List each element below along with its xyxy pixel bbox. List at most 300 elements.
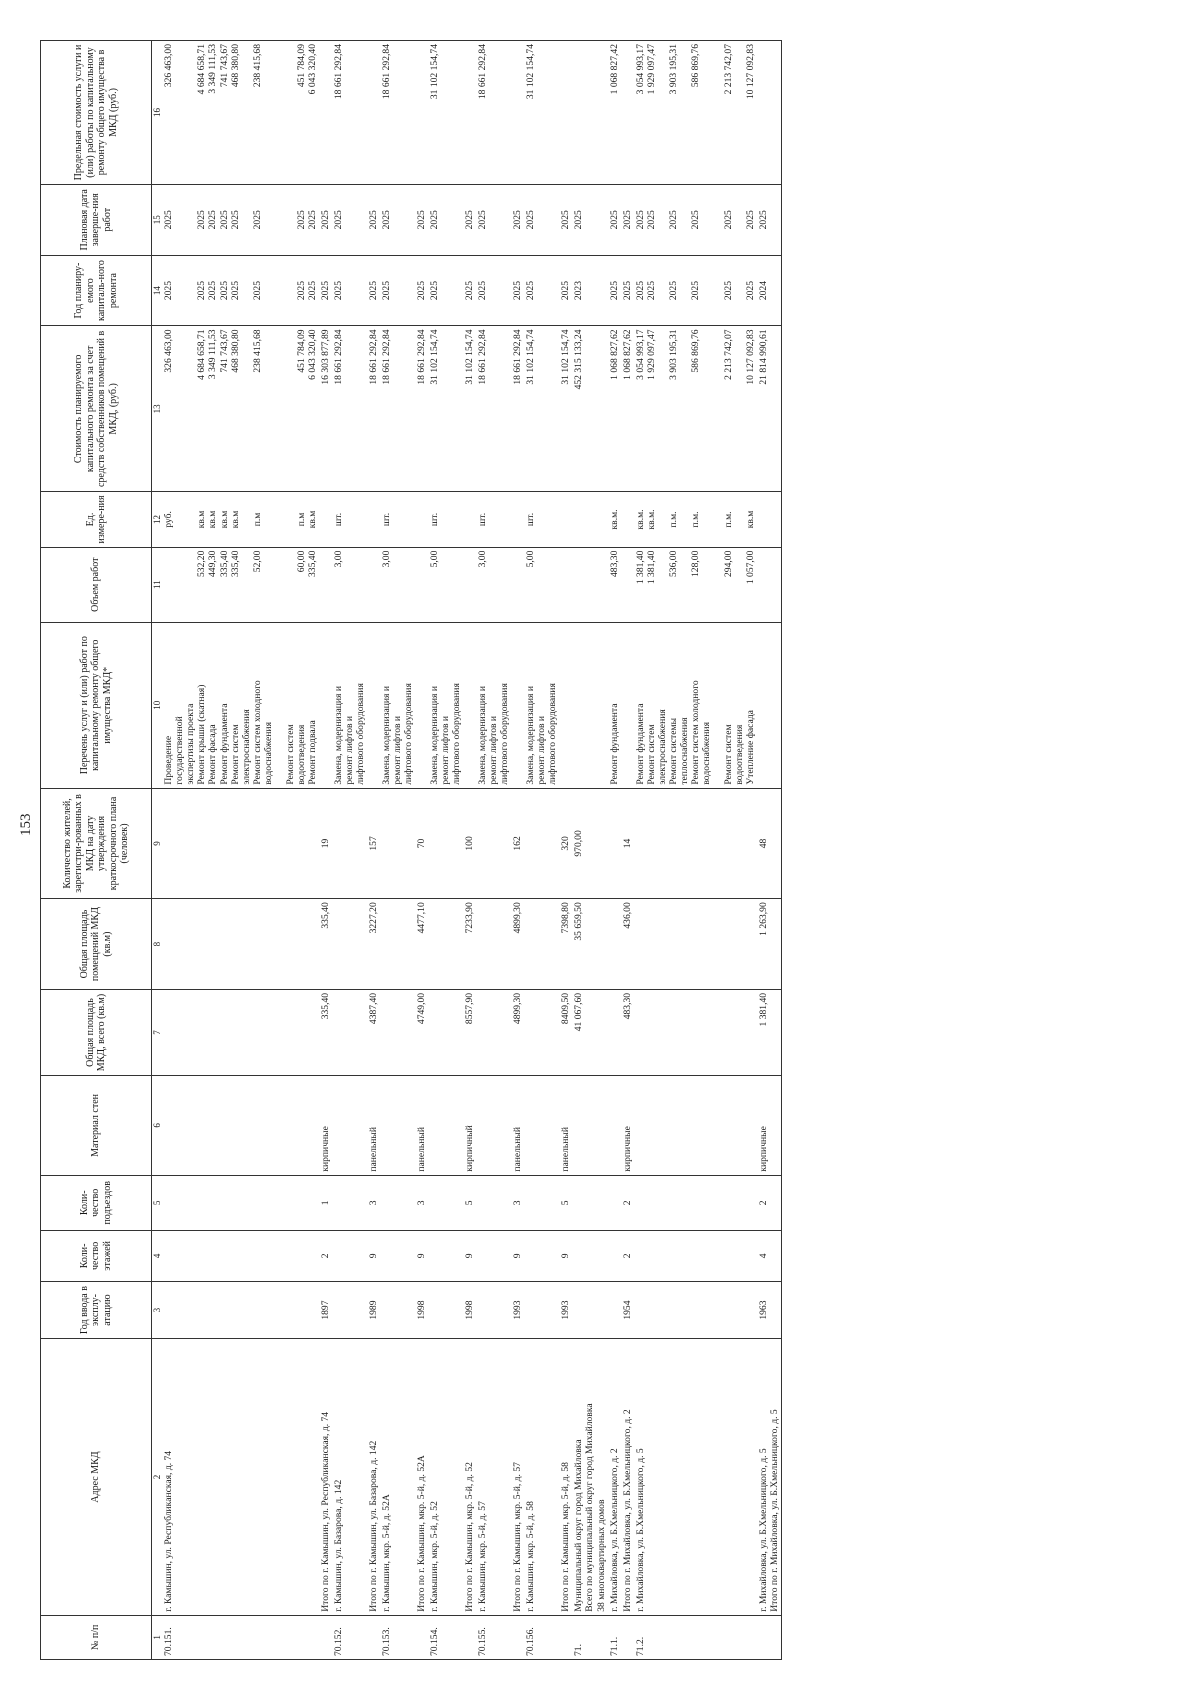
table-cell	[332, 1175, 367, 1230]
table-cell	[415, 326, 428, 492]
table-cell: 70.151.	[162, 1615, 318, 1659]
table-cell	[415, 184, 428, 255]
cell-line: 18 661 292,84	[477, 44, 489, 100]
table-cell: 9	[511, 1230, 524, 1281]
column-header: Стоимость планируемого капитального ремонта за счет средств собственников помещений в МКД, (руб.)	[41, 326, 152, 492]
table-cell	[559, 547, 572, 622]
cell-line: 2025	[207, 280, 219, 301]
cell-line: 10 127 092,83	[744, 44, 756, 100]
table-cell	[380, 788, 415, 899]
table-cell	[559, 184, 572, 255]
table-cell	[757, 184, 782, 255]
column-header: Общая площадь МКД, всего (кв.м)	[41, 989, 152, 1075]
cell-line	[174, 44, 185, 181]
cell-line: 2025	[560, 280, 572, 301]
table-cell	[476, 1076, 511, 1176]
cell-line: 2025	[229, 210, 241, 230]
column-number: 2	[152, 1339, 163, 1615]
table-cell	[608, 547, 621, 622]
cell-line	[701, 188, 712, 252]
table-cell: 1989	[367, 1281, 380, 1339]
table-cell	[524, 1230, 559, 1281]
cell-line: 2025	[560, 210, 572, 230]
cell-line: 2025	[218, 210, 230, 230]
cell-line	[573, 626, 584, 785]
table-cell	[524, 1339, 559, 1615]
cell-line: Ремонт систем холодного	[689, 680, 701, 785]
cell-line: 2025	[512, 210, 524, 230]
cell-line: 31 102 154,74	[464, 329, 476, 385]
table-cell: 9	[367, 1230, 380, 1281]
table-row	[463, 41, 476, 1660]
table-cell	[608, 788, 621, 899]
capital-repair-table	[40, 40, 782, 1660]
column-number: 11	[152, 547, 163, 622]
cell-line	[464, 44, 475, 181]
table-cell: панельный	[415, 1076, 428, 1176]
table-cell	[559, 492, 572, 547]
table-cell	[428, 1175, 463, 1230]
cell-line: 1 068 827,42	[608, 44, 620, 95]
table-cell	[511, 326, 524, 492]
cell-line	[368, 495, 379, 543]
cell-line: Итого по г. Камышин, мкр. 5-й, д. 57	[512, 1462, 524, 1612]
cell-line: 2025	[477, 280, 489, 301]
table-cell	[757, 1615, 782, 1659]
cell-line	[285, 495, 296, 543]
cell-line: 10 127 092,83	[744, 329, 756, 385]
cell-line: 38 многоквартирных домов	[595, 1499, 607, 1612]
table-cell	[757, 41, 782, 185]
rotated-table-stage	[40, 40, 1150, 1660]
cell-line	[274, 44, 285, 181]
table-cell: кирпичные	[757, 1076, 782, 1176]
table-cell	[428, 41, 463, 185]
cell-line: Ремонт фундамента	[634, 703, 646, 785]
table-cell	[415, 492, 428, 547]
cell-line	[320, 44, 331, 181]
table-cell: 5	[463, 1175, 476, 1230]
cell-line: 2025	[464, 280, 476, 301]
table-cell	[559, 41, 572, 185]
table-cell	[428, 788, 463, 899]
cell-line: 2025	[207, 210, 219, 230]
table-cell	[559, 326, 572, 492]
table-cell	[332, 899, 367, 990]
cell-line: шт.	[525, 512, 537, 527]
table-cell	[463, 255, 476, 326]
cell-line: 2025	[645, 280, 657, 301]
cell-line: электроснабжения	[240, 709, 252, 785]
table-cell	[634, 1076, 757, 1176]
table-cell	[162, 1076, 318, 1176]
cell-line: 2025	[608, 280, 620, 301]
cell-line: Замена, модернизация и	[525, 686, 537, 785]
cell-line: водоотведения	[295, 724, 307, 785]
table-cell: 8409,50	[559, 989, 572, 1075]
table-cell	[162, 788, 318, 899]
cell-line: 6 043 320,40	[306, 44, 318, 95]
table-cell: 970,00	[572, 788, 607, 899]
table-cell: 70.156.	[524, 1615, 559, 1659]
table-cell	[511, 41, 524, 185]
cell-line: 1 381,40	[645, 550, 657, 585]
table-cell	[524, 1076, 559, 1176]
table-row	[367, 41, 380, 1660]
table-cell	[380, 1230, 415, 1281]
column-number: 10	[152, 622, 163, 788]
table-cell	[162, 547, 318, 622]
cell-line: г. Камышин, мкр. 5-й, д. 52А	[380, 1494, 392, 1612]
table-cell	[608, 1230, 621, 1281]
table-cell	[319, 1339, 332, 1615]
table-cell	[572, 326, 607, 492]
column-number: 6	[152, 1076, 163, 1176]
table-cell	[634, 41, 757, 185]
cell-line: 4 684 658,71	[196, 44, 208, 95]
cell-line: 2025	[295, 280, 307, 301]
cell-line: кв.м.	[645, 509, 657, 530]
column-header: Объем работ	[41, 547, 152, 622]
cell-line	[464, 551, 475, 619]
table-cell	[162, 989, 318, 1075]
cell-line	[241, 329, 252, 488]
table-cell	[380, 899, 415, 990]
table-cell	[380, 1076, 415, 1176]
cell-line: 128,00	[689, 550, 701, 577]
cell-line: 586 869,76	[689, 44, 701, 88]
column-header: Год ввода в эксплу-атацию	[41, 1281, 152, 1339]
table-cell	[757, 492, 782, 547]
cell-line	[185, 329, 196, 488]
table-cell: 71.	[572, 1615, 607, 1659]
table-cell	[162, 1281, 318, 1339]
table-cell: 100	[463, 788, 476, 899]
cell-line: 60,00	[295, 550, 307, 573]
cell-line	[241, 551, 252, 619]
table-cell	[428, 622, 463, 788]
table-cell	[415, 547, 428, 622]
table-cell	[511, 255, 524, 326]
table-cell	[428, 1076, 463, 1176]
cell-line: 3,00	[380, 550, 392, 568]
cell-line: 2025	[380, 210, 392, 230]
cell-line: 18 661 292,84	[512, 329, 524, 385]
table-cell	[608, 41, 621, 185]
cell-line: п.м.	[667, 511, 679, 528]
cell-line: 6 043 320,40	[306, 329, 318, 380]
table-cell: 2	[621, 1175, 634, 1230]
cell-line	[679, 495, 690, 543]
cell-line: 2025	[573, 210, 585, 230]
cell-line: п.м	[251, 512, 263, 527]
table-cell	[572, 184, 607, 255]
table-cell	[634, 899, 757, 990]
cell-line: 2025	[722, 210, 734, 230]
cell-line: 16 303 877,89	[319, 329, 331, 385]
table-cell: 2	[757, 1175, 782, 1230]
cell-line	[573, 495, 584, 543]
cell-line	[263, 329, 274, 488]
table-cell	[621, 184, 634, 255]
cell-line: 31 102 154,74	[525, 329, 537, 385]
cell-line	[679, 188, 690, 252]
table-cell	[757, 547, 782, 622]
cell-line: Итого по г. Михайловка, ул. Б.Хмельницкого, д. 2	[621, 1409, 633, 1612]
column-number: 8	[152, 899, 163, 990]
table-cell: кирпичные	[621, 1076, 634, 1176]
cell-line: 2025	[163, 210, 175, 230]
cell-line: 2025	[667, 280, 679, 301]
table-cell	[757, 1339, 782, 1615]
table-cell	[463, 492, 476, 547]
cell-line: 4 684 658,71	[196, 329, 208, 380]
table-cell: 1897	[319, 1281, 332, 1339]
table-cell	[162, 184, 318, 255]
cell-line: водоснабжения	[700, 722, 712, 785]
cell-line	[758, 626, 769, 785]
table-cell	[319, 255, 332, 326]
table-row	[415, 41, 428, 1660]
table-cell	[463, 547, 476, 622]
cell-line: Ремонт фасада	[207, 724, 219, 785]
cell-line	[734, 44, 745, 181]
cell-line: теплоснабжения	[678, 717, 690, 785]
table-cell: 9	[463, 1230, 476, 1281]
cell-line: 2025	[163, 280, 175, 301]
cell-line: Ремонт систем	[229, 724, 241, 785]
table-cell	[572, 1175, 607, 1230]
cell-line	[185, 259, 196, 323]
table-cell	[524, 547, 559, 622]
cell-line: Итого по г. Камышин, ул. Республиканская, д. 74	[319, 1411, 331, 1612]
cell-line: Итого по г. Камышин, мкр. 5-й, д. 52А	[416, 1455, 428, 1612]
cell-line: 2025	[689, 210, 701, 230]
table-cell	[476, 326, 511, 492]
cell-line	[657, 329, 668, 488]
table-cell	[428, 255, 463, 326]
cell-line: водоотведения	[733, 724, 745, 785]
table-cell	[428, 547, 463, 622]
cell-line: 294,00	[722, 550, 734, 577]
cell-line	[320, 551, 331, 619]
table-cell	[476, 255, 511, 326]
table-cell	[476, 547, 511, 622]
cell-line	[416, 551, 427, 619]
table-cell	[608, 492, 621, 547]
table-cell	[511, 184, 524, 255]
cell-line: лифтового оборудования	[547, 683, 559, 785]
cell-line: 31 102 154,74	[525, 44, 537, 100]
cell-line: руб.	[163, 511, 175, 528]
cell-line	[512, 44, 523, 181]
table-cell	[319, 492, 332, 547]
cell-line: 3,00	[477, 550, 489, 568]
cell-line: Всего по муниципальный округ город Михайловка	[584, 1403, 596, 1612]
cell-line: кв.м.	[608, 509, 620, 530]
column-number: 3	[152, 1281, 163, 1339]
table-cell	[319, 41, 332, 185]
cell-line	[241, 259, 252, 323]
table-cell	[524, 41, 559, 185]
table-cell	[415, 1615, 428, 1659]
cell-line: 5,00	[429, 550, 441, 568]
table-cell	[757, 326, 782, 492]
cell-line	[241, 44, 252, 181]
cell-line: шт.	[477, 512, 489, 527]
table-cell	[380, 1339, 415, 1615]
cell-line	[560, 44, 571, 181]
cell-line	[368, 551, 379, 619]
table-cell	[428, 1339, 463, 1615]
table-cell	[367, 255, 380, 326]
cell-line: 31 102 154,74	[429, 329, 441, 385]
table-cell	[367, 41, 380, 185]
column-header: Плановая дата заверше-ния работ	[41, 184, 152, 255]
cell-line: г. Камышин, мкр. 5-й, д. 57	[477, 1501, 489, 1612]
cell-line: 2025	[251, 210, 263, 230]
cell-line	[657, 495, 668, 543]
table-cell	[476, 989, 511, 1075]
cell-line	[274, 626, 285, 785]
table-cell	[332, 184, 367, 255]
table-cell: кирпичные	[319, 1076, 332, 1176]
cell-line: 2025	[744, 210, 756, 230]
cell-line	[734, 495, 745, 543]
table-cell	[428, 1230, 463, 1281]
table-cell	[476, 184, 511, 255]
cell-line: Ремонт крыши (скатная)	[196, 684, 208, 785]
table-cell	[559, 1615, 572, 1659]
table-cell	[757, 622, 782, 788]
table-cell	[428, 326, 463, 492]
table-cell	[524, 622, 559, 788]
table-cell	[332, 989, 367, 1075]
cell-line	[622, 551, 633, 619]
cell-line: 335,40	[229, 550, 241, 577]
table-cell	[162, 492, 318, 547]
table-cell	[367, 622, 380, 788]
cell-line: 2025	[367, 210, 379, 230]
table-row	[511, 41, 524, 1660]
cell-line	[416, 626, 427, 785]
cell-line: 2025	[744, 280, 756, 301]
cell-line	[174, 188, 185, 252]
cell-line	[174, 329, 185, 488]
cell-line: 21 814 990,61	[757, 329, 769, 385]
column-header: Коли-чество подъездов	[41, 1175, 152, 1230]
table-cell: 70.152.	[332, 1615, 367, 1659]
cell-line: Ремонт систем	[722, 724, 734, 785]
cell-line: ремонт лифтов и	[440, 715, 452, 785]
cell-line	[274, 259, 285, 323]
cell-line	[712, 626, 723, 785]
table-cell	[511, 547, 524, 622]
cell-line	[368, 44, 379, 181]
table-cell	[367, 326, 380, 492]
cell-line	[560, 551, 571, 619]
cell-line: 2025	[319, 280, 331, 301]
cell-line: 31 102 154,74	[560, 329, 572, 385]
cell-line: 483,30	[608, 550, 620, 577]
table-cell: 8557,90	[463, 989, 476, 1075]
cell-line: 3 054 993,17	[634, 329, 646, 380]
table-cell	[621, 622, 634, 788]
table-cell	[608, 1339, 621, 1615]
cell-line: 18 661 292,84	[380, 329, 392, 385]
cell-line: Итого по г. Михайловка, ул. Б.Хмельницкого, д. 5	[768, 1409, 780, 1612]
cell-line: лифтового оборудования	[403, 683, 414, 785]
table-cell	[634, 255, 757, 326]
table-cell	[608, 1175, 621, 1230]
table-cell	[634, 1230, 757, 1281]
table-cell	[634, 1281, 757, 1339]
cell-line	[734, 259, 745, 323]
cell-line: 451 784,09	[295, 44, 307, 88]
table-cell: 41 067,60	[572, 989, 607, 1075]
cell-line	[573, 551, 584, 619]
cell-line: 2025	[306, 210, 318, 230]
cell-line	[622, 626, 633, 785]
table-cell	[380, 989, 415, 1075]
table-cell	[621, 547, 634, 622]
table-cell	[476, 492, 511, 547]
column-header: Адрес МКД	[41, 1339, 152, 1615]
table-cell	[332, 622, 367, 788]
cell-line: Итого по г. Камышин, мкр. 5-й, д. 52	[464, 1462, 476, 1612]
table-cell: 1954	[621, 1281, 634, 1339]
table-cell	[511, 1339, 524, 1615]
table-cell	[332, 547, 367, 622]
cell-line: 2025	[416, 210, 428, 230]
table-cell	[621, 492, 634, 547]
cell-line: 18 661 292,84	[367, 329, 379, 385]
column-number: 12	[152, 492, 163, 547]
cell-line: 2025	[196, 210, 208, 230]
table-cell	[380, 547, 415, 622]
cell-line: 2025	[689, 280, 701, 301]
column-number: 7	[152, 989, 163, 1075]
cell-line	[512, 626, 523, 785]
cell-line: кв.м	[207, 510, 219, 529]
table-cell: 5	[559, 1175, 572, 1230]
table-cell	[319, 547, 332, 622]
table-cell	[319, 1615, 332, 1659]
table-cell	[428, 989, 463, 1075]
cell-line: 536,00	[667, 550, 679, 577]
cell-line: шт.	[429, 512, 441, 527]
cell-line: 2025	[645, 210, 657, 230]
cell-line: г. Михайловка, ул. Б.Хмельницкого, д. 5	[757, 1448, 769, 1612]
table-cell: 4477,10	[415, 899, 428, 990]
table-cell: 1 381,40	[757, 989, 782, 1075]
table-cell: 19	[319, 788, 332, 899]
table-cell	[476, 899, 511, 990]
cell-line: Ремонт фундамента	[218, 703, 230, 785]
table-cell: 1993	[511, 1281, 524, 1339]
cell-line: 2025	[634, 210, 646, 230]
cell-line	[622, 44, 633, 181]
column-header: Предельная стоимость услуги и (или) работы по капитальному ремонту общего имущества в МКД (руб.)	[41, 41, 152, 185]
cell-line: Ремонт подвала	[306, 720, 318, 785]
table-cell	[162, 326, 318, 492]
cell-line: шт.	[332, 512, 344, 527]
cell-line: кв.м.	[634, 509, 646, 530]
table-cell	[476, 1281, 511, 1339]
cell-line	[679, 259, 690, 323]
table-row	[380, 41, 415, 1660]
table-cell: 335,40	[319, 989, 332, 1075]
